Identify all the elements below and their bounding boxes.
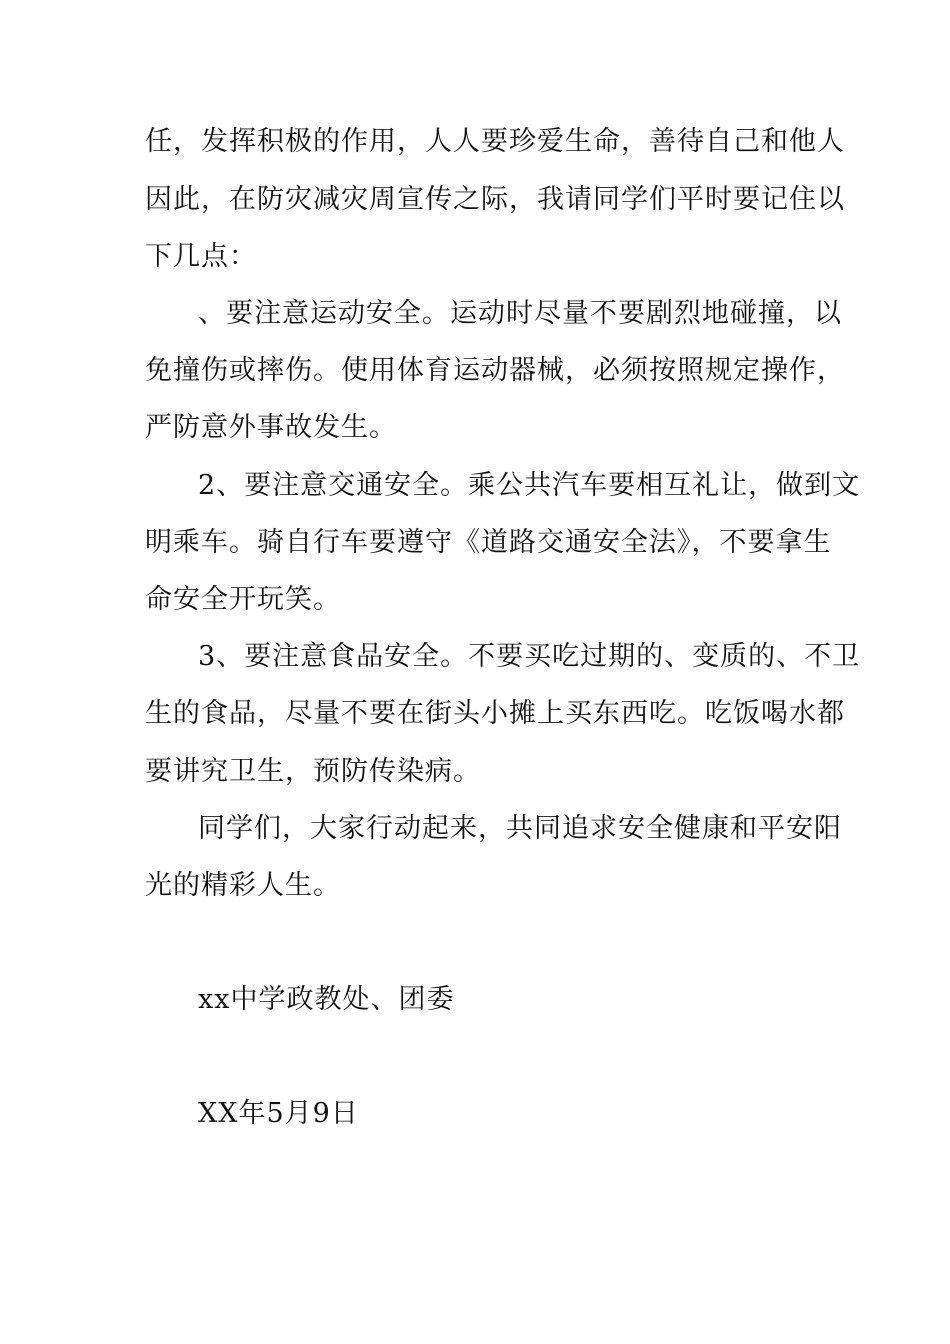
body-line-3: 下几点：: [145, 241, 257, 272]
body-line-2: 因此，在防灾减灾周宣传之际，我请同学们平时要记住以: [145, 184, 845, 215]
closing-line-1: 同学们，大家行动起来，共同追求安全健康和平安阳: [198, 813, 842, 844]
closing-line-2: 光的精彩人生。: [145, 870, 341, 901]
item-2-line-1: 2、要注意交通安全。乘公共汽车要相互礼让，做到文: [198, 470, 861, 501]
item-3-line-2: 生的食品，尽量不要在街头小摊上买东西吃。吃饭喝水都: [145, 698, 845, 729]
body-line-1: 任，发挥积极的作用，人人要珍爱生命，善待自己和他人: [145, 126, 845, 157]
item-3-line-1: 3、要注意食品安全。不要买吃过期的、变质的、不卫: [198, 641, 861, 672]
signature: xx中学政教处、团委: [198, 984, 455, 1015]
item-1-line-3: 严防意外事故发生。: [145, 412, 397, 443]
date: XX年5月9日: [198, 1098, 359, 1129]
item-1-line-1: 、要注意运动安全。运动时尽量不要剧烈地碰撞，以: [198, 298, 842, 329]
item-2-line-3: 命安全开玩笑。: [145, 584, 341, 615]
item-3-line-3: 要讲究卫生，预防传染病。: [145, 756, 481, 787]
item-1-line-2: 免撞伤或摔伤。使用体育运动器械，必须按照规定操作，: [145, 355, 845, 386]
item-2-line-2: 明乘车。骑自行车要遵守《道路交通安全法》，不要拿生: [145, 527, 832, 558]
